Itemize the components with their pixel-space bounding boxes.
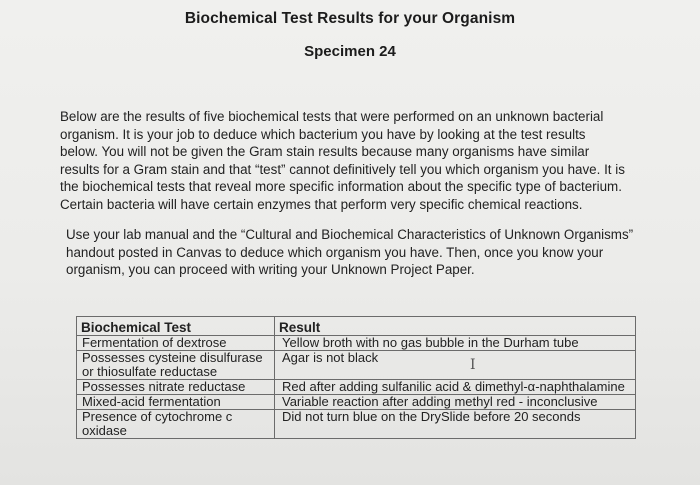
test-name-continued: oxidase (82, 423, 127, 438)
table-row (77, 351, 636, 380)
table-header-row (77, 317, 636, 336)
test-name: Possesses cysteine disulfurase (82, 350, 263, 365)
paragraph-line: organism, you can proceed with writing your Unknown Project Paper. (66, 262, 475, 278)
paragraph-line: results for a Gram stain and that “test” cannot definitively tell you which organism you have. It is (60, 161, 625, 177)
test-name: Mixed-acid fermentation (82, 394, 221, 409)
result-cell: Red after adding sulfanilic acid & dimethyl-α-naphthalamine (275, 380, 636, 395)
table-row (77, 410, 636, 439)
paragraph-line: Use your lab manual and the “Cultural and Biochemical Characteristics of Unknown Organisms” (66, 227, 634, 242)
column-header-result: Result (275, 317, 636, 336)
result-cell: Variable reaction after adding methyl red - inconclusive (275, 395, 636, 410)
specimen-subtitle: Specimen 24 (304, 43, 396, 60)
text-cursor-icon: I (470, 357, 476, 373)
paragraph-line: organism. It is your job to deduce which bacterium you have by looking at the test results (60, 126, 586, 142)
paragraph-line: handout posted in Canvas to deduce which organism you have. Then, once you know your (66, 244, 604, 260)
result-cell: Did not turn blue on the DrySlide before 20 seconds (275, 410, 636, 439)
result-cell: Yellow broth with no gas bubble in the Durham tube (275, 336, 636, 351)
test-cell (77, 351, 275, 380)
test-cell (77, 336, 275, 351)
test-name-continued: or thiosulfate reductase (82, 364, 218, 379)
test-name: Presence of cytochrome c (82, 409, 233, 424)
paragraph-line: the biochemical tests that reveal more specific information about the specific type of bacterium. (60, 179, 622, 195)
instructions-paragraph (66, 226, 676, 279)
test-cell (77, 410, 275, 439)
table-row (77, 336, 636, 351)
test-cell (77, 380, 275, 395)
test-cell (77, 395, 275, 410)
column-header-test: Biochemical Test (77, 317, 275, 336)
paragraph-line: Certain bacteria will have certain enzymes that perform very specific chemical reactions. (60, 196, 583, 212)
paragraph-line: Below are the results of five biochemical tests that were performed on an unknown bacterial (60, 109, 604, 124)
page-title: Biochemical Test Results for your Organism (184, 10, 516, 27)
test-name: Fermentation of dextrose (82, 335, 227, 350)
intro-paragraph (60, 108, 675, 214)
table-row (77, 380, 636, 395)
test-name: Possesses nitrate reductase (82, 379, 246, 394)
results-table (76, 316, 636, 439)
table-row (77, 395, 636, 410)
result-cell: Agar is not black (275, 351, 636, 380)
paragraph-line: below. You will not be given the Gram stain results because many organisms have similar (60, 144, 590, 160)
